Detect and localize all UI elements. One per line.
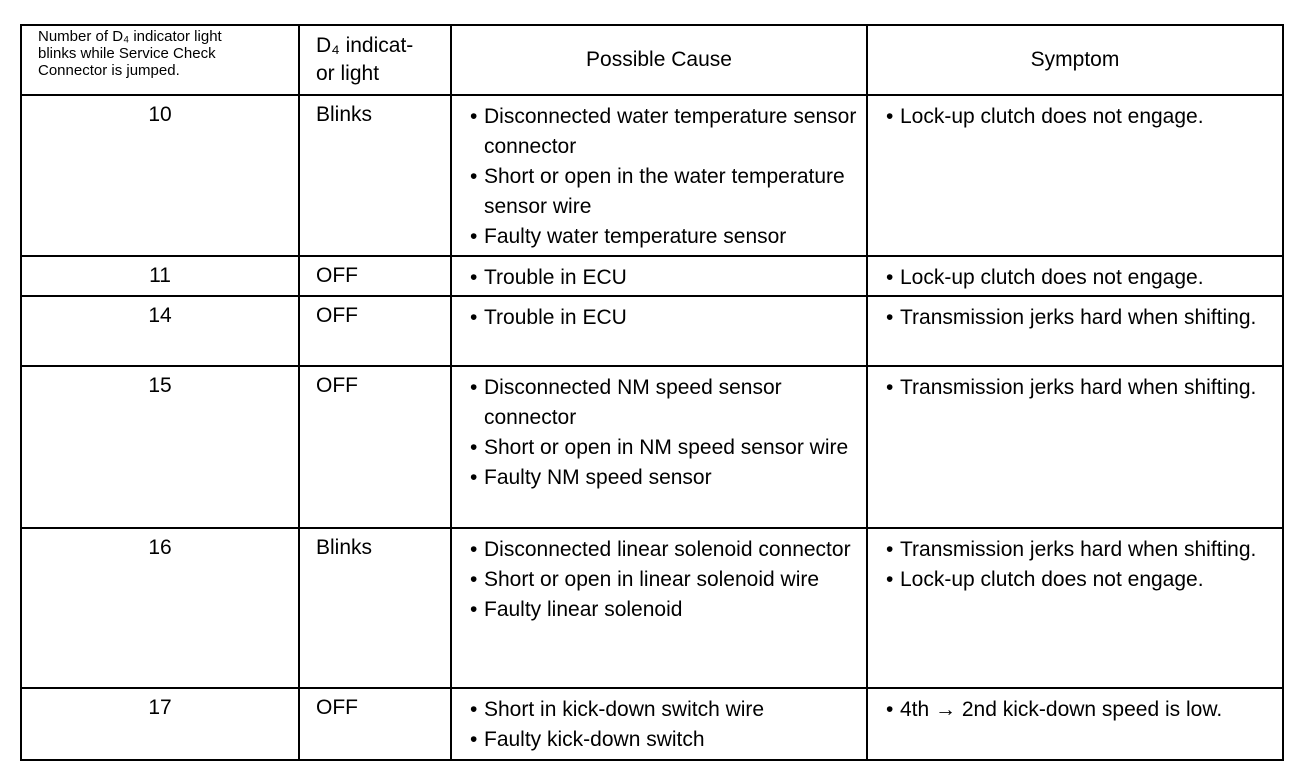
cause-list xyxy=(468,263,858,293)
table-row xyxy=(21,256,1283,296)
symptom-item: • Transmission jerks hard when shifting. xyxy=(884,373,1274,403)
symptom-cell xyxy=(867,688,1283,760)
cause-item: • Disconnected NM speed sensor connector xyxy=(468,373,858,433)
symptom-item: • Lock-up clutch does not engage. xyxy=(884,565,1274,595)
symptom-cell xyxy=(867,256,1283,296)
cause-list xyxy=(468,102,858,252)
header-blinks-line: Connector is jumped. xyxy=(38,62,180,79)
diagnostic-table xyxy=(20,24,1284,761)
possible-cause-cell xyxy=(451,528,867,688)
table-row xyxy=(21,528,1283,688)
cause-list xyxy=(468,535,858,625)
symptom-cell xyxy=(867,366,1283,528)
symptom-list xyxy=(884,102,1274,132)
symptom-list xyxy=(884,263,1274,293)
cause-item: • Faulty water temperature sensor xyxy=(468,222,858,252)
symptom-list xyxy=(884,303,1274,333)
symptom-item: • Transmission jerks hard when shifting. xyxy=(884,303,1274,333)
symptom-cell xyxy=(867,528,1283,688)
cause-list xyxy=(468,303,858,333)
cause-item: • Short in kick-down switch wire xyxy=(468,695,858,725)
symptom-list xyxy=(884,373,1274,403)
indicator-light-cell: OFF xyxy=(299,688,451,760)
symptom-item: • Lock-up clutch does not engage. xyxy=(884,102,1274,132)
cause-list xyxy=(468,695,858,755)
cause-item: • Trouble in ECU xyxy=(468,263,858,293)
cause-item: • Faulty kick-down switch xyxy=(468,725,858,755)
cause-item: • Disconnected linear solenoid connector xyxy=(468,535,858,565)
symptom-item: • Lock-up clutch does not engage. xyxy=(884,263,1274,293)
table-row xyxy=(21,366,1283,528)
cause-item: • Faulty linear solenoid xyxy=(468,595,858,625)
blink-count-cell: 16 xyxy=(21,528,299,688)
symptom-item: • 4th → 2nd kick-down speed is low. xyxy=(884,695,1274,725)
possible-cause-cell xyxy=(451,688,867,760)
indicator-light-cell: OFF xyxy=(299,296,451,366)
header-blinks-line: blinks while Service Check xyxy=(38,45,216,62)
possible-cause-cell xyxy=(451,256,867,296)
cause-item: • Short or open in linear solenoid wire xyxy=(468,565,858,595)
table-body xyxy=(21,95,1283,760)
header-cause: Possible Cause xyxy=(451,25,867,95)
symptom-item: • Transmission jerks hard when shifting. xyxy=(884,535,1274,565)
header-light-line: or light xyxy=(316,62,380,85)
table-row xyxy=(21,95,1283,256)
indicator-light-cell: OFF xyxy=(299,256,451,296)
possible-cause-cell xyxy=(451,296,867,366)
cause-item: • Short or open in NM speed sensor wire xyxy=(468,433,858,463)
cause-item: • Short or open in the water temperature sensor wire xyxy=(468,162,858,222)
possible-cause-cell xyxy=(451,366,867,528)
header-blinks xyxy=(21,25,299,95)
table-row xyxy=(21,296,1283,366)
symptom-cell xyxy=(867,296,1283,366)
header-light-line: D₄ indicat- xyxy=(316,34,414,57)
cause-item: • Trouble in ECU xyxy=(468,303,858,333)
blink-count-cell: 10 xyxy=(21,95,299,256)
symptom-cell xyxy=(867,95,1283,256)
header-row xyxy=(21,25,1283,95)
blink-count-cell: 15 xyxy=(21,366,299,528)
indicator-light-cell: Blinks xyxy=(299,528,451,688)
header-symptom: Symptom xyxy=(867,25,1283,95)
cause-item: • Faulty NM speed sensor xyxy=(468,463,858,493)
cause-list xyxy=(468,373,858,493)
blink-count-cell: 17 xyxy=(21,688,299,760)
header-blinks-line: Number of D₄ indicator light xyxy=(38,28,222,45)
indicator-light-cell: OFF xyxy=(299,366,451,528)
header-light xyxy=(299,25,451,95)
indicator-light-cell: Blinks xyxy=(299,95,451,256)
table-row xyxy=(21,688,1283,760)
possible-cause-cell xyxy=(451,95,867,256)
symptom-list xyxy=(884,695,1274,725)
blink-count-cell: 14 xyxy=(21,296,299,366)
symptom-list xyxy=(884,535,1274,595)
blink-count-cell: 11 xyxy=(21,256,299,296)
cause-item: • Disconnected water temperature sensor connector xyxy=(468,102,858,162)
